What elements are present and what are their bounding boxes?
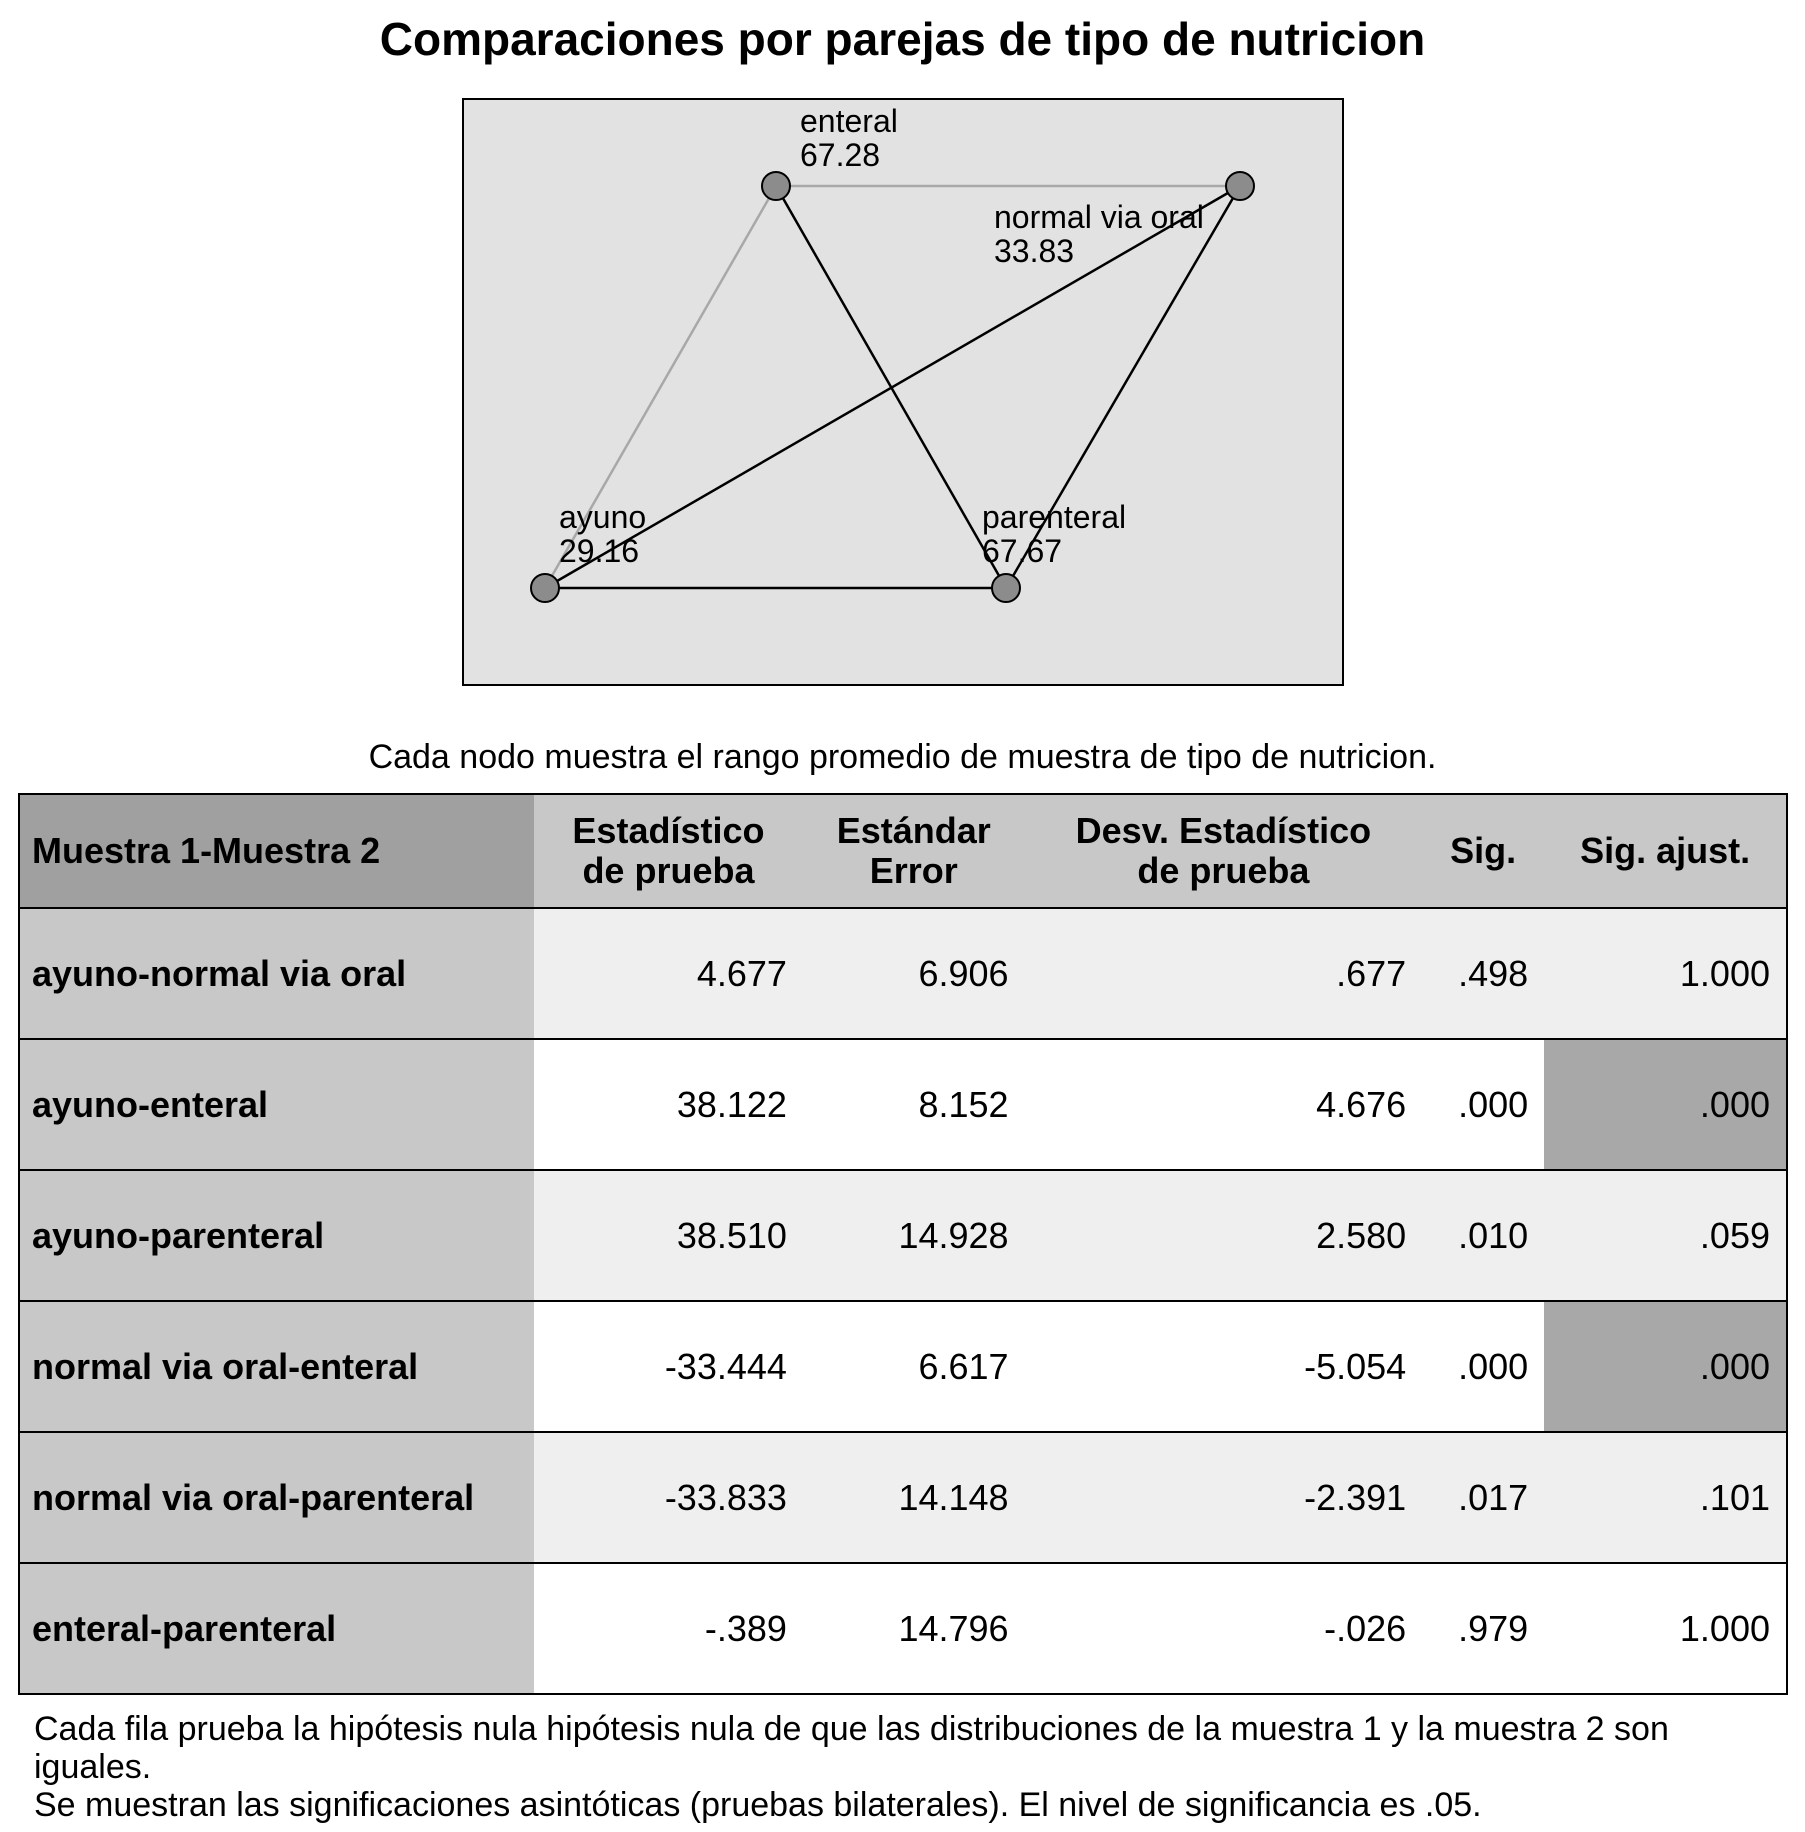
table-row: [19, 1301, 1787, 1432]
chart-title: Comparaciones por parejas de tipo de nutricion: [379, 13, 1426, 65]
sample-pair-cell: ayuno-enteral: [19, 1039, 534, 1170]
footnote-line-1: Cada fila prueba la hipótesis nula hipótesis nula de que las distribuciones de la muestra 1 y la muestra 2 son iguales.: [34, 1710, 1669, 1786]
pairwise-comparison-graph: [462, 98, 1344, 686]
adj-sig-cell: .000: [1544, 1301, 1787, 1432]
sample-pair-cell: normal via oral-enteral: [19, 1301, 534, 1432]
header-std-test-statistic: Desv. Estadístico de prueba: [1025, 794, 1423, 908]
node-label-ayuno: ayuno: [559, 499, 647, 535]
node-label-parenteral: parenteral: [982, 499, 1127, 535]
node-parenteral: [992, 574, 1020, 602]
adj-sig-cell: .101: [1544, 1432, 1787, 1563]
node-normal: [1226, 172, 1254, 200]
std-test-statistic-cell: -.026: [1025, 1563, 1423, 1694]
standard-error-cell: 14.148: [803, 1432, 1025, 1563]
pairwise-results-table: [18, 793, 1788, 1695]
sample-pair-cell: normal via oral-parenteral: [19, 1432, 534, 1563]
std-test-statistic-cell: -5.054: [1025, 1301, 1423, 1432]
header-sig: Sig.: [1422, 794, 1544, 908]
sig-cell: .010: [1422, 1170, 1544, 1301]
test-statistic-cell: 38.122: [534, 1039, 803, 1170]
header-test-statistic: Estadístico de prueba: [534, 794, 803, 908]
header-adj-sig: Sig. ajust.: [1544, 794, 1787, 908]
header-standard-error: Estándar Error: [803, 794, 1025, 908]
sig-cell: .979: [1422, 1563, 1544, 1694]
header-sample-pair: Muestra 1-Muestra 2: [19, 794, 534, 908]
adj-sig-cell: 1.000: [1544, 1563, 1787, 1694]
footnote: [34, 1710, 1784, 1824]
table-row: [19, 1432, 1787, 1563]
node-value-normal: 33.83: [994, 233, 1075, 269]
node-ayuno: [531, 574, 559, 602]
std-test-statistic-cell: 4.676: [1025, 1039, 1423, 1170]
adj-sig-cell: .000: [1544, 1039, 1787, 1170]
sig-cell: .498: [1422, 908, 1544, 1039]
node-label-enteral: enteral: [800, 103, 898, 139]
test-statistic-cell: 38.510: [534, 1170, 803, 1301]
table-row: [19, 1563, 1787, 1694]
std-test-statistic-cell: .677: [1025, 908, 1423, 1039]
std-test-statistic-cell: 2.580: [1025, 1170, 1423, 1301]
node-value-ayuno: 29.16: [559, 533, 640, 569]
standard-error-cell: 14.928: [803, 1170, 1025, 1301]
standard-error-cell: 6.906: [803, 908, 1025, 1039]
node-value-parenteral: 67.67: [982, 533, 1063, 569]
sample-pair-cell: ayuno-parenteral: [19, 1170, 534, 1301]
sample-pair-cell: enteral-parenteral: [19, 1563, 534, 1694]
standard-error-cell: 8.152: [803, 1039, 1025, 1170]
standard-error-cell: 6.617: [803, 1301, 1025, 1432]
graph-caption: Cada nodo muestra el rango promedio de muestra de tipo de nutricion.: [368, 738, 1437, 776]
table-row: [19, 908, 1787, 1039]
test-statistic-cell: -33.833: [534, 1432, 803, 1563]
sig-cell: .017: [1422, 1432, 1544, 1563]
table-row: [19, 1039, 1787, 1170]
test-statistic-cell: -.389: [534, 1563, 803, 1694]
footnote-line-2: Se muestran las significaciones asintóticas (pruebas bilaterales). El nivel de significancia es .05.: [34, 1786, 1482, 1824]
node-enteral: [762, 172, 790, 200]
std-test-statistic-cell: -2.391: [1025, 1432, 1423, 1563]
sig-cell: .000: [1422, 1301, 1544, 1432]
sig-cell: .000: [1422, 1039, 1544, 1170]
table-row: [19, 1170, 1787, 1301]
test-statistic-cell: -33.444: [534, 1301, 803, 1432]
adj-sig-cell: 1.000: [1544, 908, 1787, 1039]
sample-pair-cell: ayuno-normal via oral: [19, 908, 534, 1039]
test-statistic-cell: 4.677: [534, 908, 803, 1039]
standard-error-cell: 14.796: [803, 1563, 1025, 1694]
table-header-row: [19, 794, 1787, 908]
node-label-normal: normal via oral: [994, 199, 1204, 235]
node-value-enteral: 67.28: [800, 137, 881, 173]
adj-sig-cell: .059: [1544, 1170, 1787, 1301]
